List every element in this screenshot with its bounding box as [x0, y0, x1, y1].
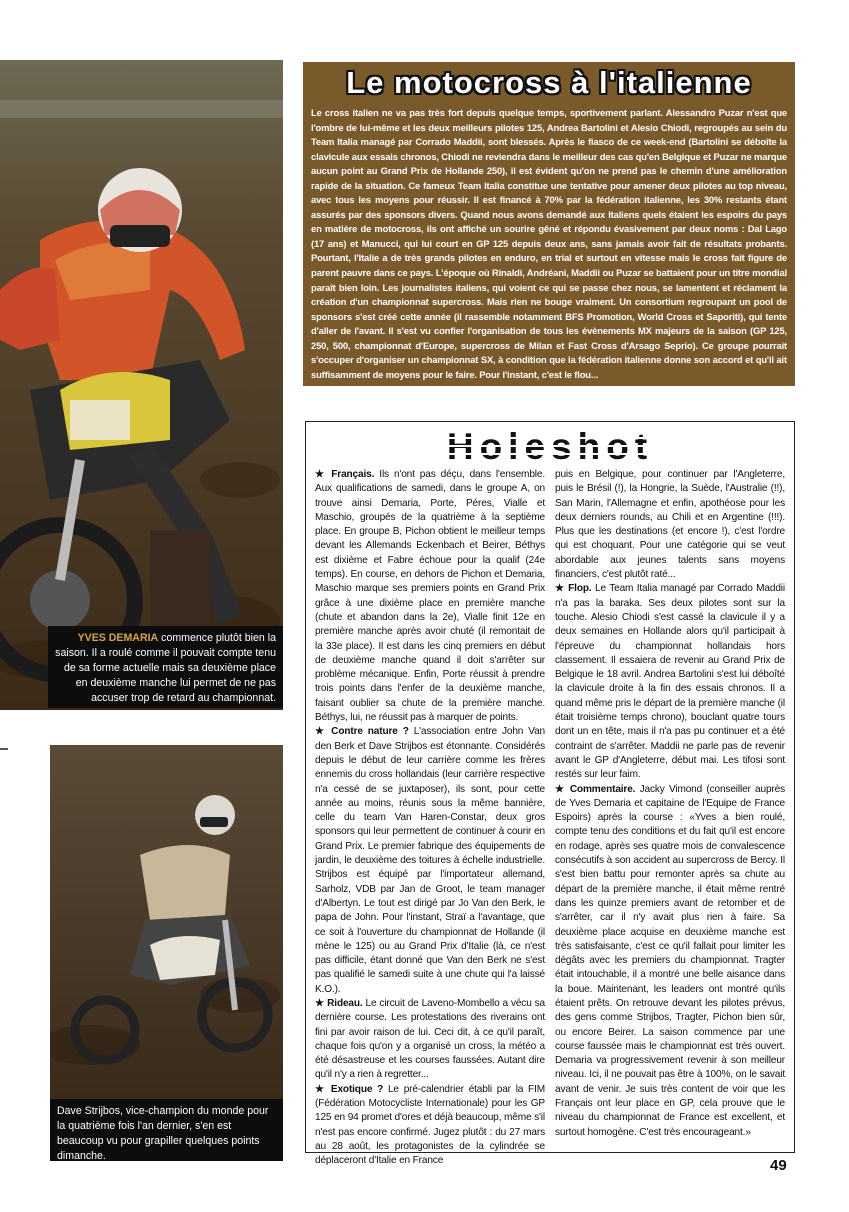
item-lead: ★ Français. — [315, 469, 375, 480]
caption-text: Dave Strijbos, vice-champion du monde pour la quatrième fois l'an dernier, s'en est beaucoup vu pour grapiller quelques points dimanche. — [57, 1105, 269, 1162]
page-number: 49 — [770, 1157, 787, 1174]
caption-yves-demaria — [48, 626, 283, 708]
italy-box-title: Le motocross à l'italienne — [346, 65, 752, 100]
item-text: L'association entre John Van den Berk et Dave Strijbos est étonnante. Considérés depuis le début de leur carrière comme les frères ennemis du cross hollandais (leur carrière respective n'a cessé de se juxtaposer), ils sont, pour cette année au moins, réunis sous la même bannière, celle du team Van Haren-Constar, deux gros sponsors qui leur permettent de continuer à courir en Grand Prix. Le premier fabrique des équipements de jardin, le deuxième des toitures à échelle industrielle. Strijbos est équipé par l'importateur allemand, Sarholz, VDB par Jan de Groot, le team manager d'Albertyn. Le tout est dirigé par Jo Van den Berk, le papa de John. Pour l'instant, Straï a l'avantage, que ce soit à l'ouverture du championnat de Hollande (il mène le 125) ou au Grand Prix d'Italie (là, ce n'est pas difficile, étant donné que Van den Berk ne s'est pas qualifié le samedi suite à une chute qui l'a laissé K.O.). — [315, 726, 545, 995]
caption-dave-strijbos — [50, 1099, 283, 1161]
holeshot-item — [315, 997, 545, 1083]
italy-box-text: Le cross italien ne va pas très fort depuis quelque temps, sportivement parlant. Alessandro Puzar n'est que l'ombre de lui-même et les deux meilleurs pilotes 125, Andrea Bartolini et Alesio Chiodi, regroupés au sein du Team Italia managé par Corrado Maddii, sont blessés. Après le fiasco de ce week-end (Bartolini se déboîte la clavicule aux essais chronos, Chiodi ne reviendra dans le meilleur des cas qu'en Belgique et Puzar ne marque aucun point au Grand Prix de Hollande 250), il est évident qu'on ne prend pas le chemin d'une amélioration rapide de la situation. Ce fameux Team Italia constitue une tentative pour amener deux pilotes au top niveau, avec tous les moyens pour réussir. Il est financé à 70% par la fédération italienne, les 30% restants étant assurés par des sponsors divers. Quand nous avons demandé aux Italiens quels étaient les espoirs du pays en matière de motocross, ils ont affiché un sourire gêné et répondu évasivement par deux noms : Dal Lago (17 ans) et Manucci, qui lui court en GP 125 depuis deux ans, sans jamais avoir fait de résultats probants. Pourtant, l'Italie a de très grands pilotes en enduro, en trial et surtout en vitesse mais le cross fait figure de parent pauvre dans ce pays. L'époque où Rinaldi, Andréani, Maddii ou Puzar se battaient pour un titre mondial paraît bien loin. Les journalistes italiens, qui voient ce qui se passe chez nous, se lamentent et réclament la création d'un championnat supercross. Mais rien ne bouge vraiment. Un consortium regroupant un pool de sponsors s'est créé cette année (il rassemble notamment BFS Promotion, World Cross et Saporiti), qui tente d'aller de l'avant. Il s'est vu confier l'organisation de tous les évènements MX majeurs de la saison (GP 125, 250, 500, championnat d'Europe, supercross de Milan et Fast Cross d'Arsago Seprio). Ce groupe pourrait s'occuper d'organiser un championnat SX, à condition que la fédération italienne donne son accord et qu'il ait suffisamment de moyens pour le faire. Pour l'instant, c'est le flou... — [311, 107, 787, 380]
item-text: Le pré-calendrier établi par la FIM (Fédération Motocycliste Internationale) pour les GP 125 en 94 promet d'ores et déjà beaucoup, même s'il n'est pas encore confirmé. Jugez plutôt : du 27 mars au 28 août, les protagonistes de la cylindrée se déplaceront d'Italie en France — [315, 1083, 545, 1167]
holeshot-title-text: Holeshot — [446, 428, 654, 464]
item-lead: ★ Exotique ? — [315, 1083, 384, 1095]
item-text: Le circuit de Laveno-Mombello a vécu sa dernière course. Les protestations des riverains ont fini par avoir raison de lui. Ceci dit, à ce qu'il paraît, chaque fois qu'on y a organisé un cross, la météo a été désastreuse et les courses faussées. Autant dire qu'il n'y a rien à regretter... — [315, 997, 545, 1081]
item-text: Le Team Italia managé par Corrado Maddii n'a pas la baraka. Ses deux pilotes sont sur la touche. Alesio Chiodi s'est cassé la clavicule il y a deux semaines en Hollande alors qu'il participait à l'épreuve du championnat hollandais hors classement. Il essaiera de revenir au Grand Prix de Belgique le 18 avril. Andrea Bartolini s'est lui déboîté la clavicule droite à la fin des essais chronos. Il a quand même pris le départ de la première manche (il était troisième temps chrono), bouclant quatre tours dont un en tête, mais il n'a pas pu continuer et a été contraint de s'arrêter. Maddii ne parle pas de revenir avant le GP d'Angleterre, début mai. Les tifosi sont restés sur leur faim. — [555, 583, 785, 781]
caption-rider-name: YVES DEMARIA — [77, 632, 159, 644]
sidebar-italian-motocross — [303, 62, 795, 386]
holeshot-item — [555, 783, 785, 1140]
holeshot-left-column — [315, 468, 545, 1169]
item-lead: ★ Flop. — [555, 583, 592, 595]
holeshot-columns — [315, 468, 785, 1169]
item-text: Jacky Vimond (conseiller auprès de Yves Demaria et capitaine de l'Equipe de France Espoirs) après la course : «Yves a bien roulé, compte tenu des conditions et du fait qu'il est encore en rodage, après ses quatre mois de convalescence consécutifs à son accident au supercross de Bercy. Il s'est bien battu pour remonter après sa chute au départ de la première manche, il était même rentré dans les quinze premiers avant de retomber et de s'arrêter, car il n'y avait plus rien à faire. Sa deuxième place acquise en deuxième manche est très satisfaisante, c'est ce qu'il fallait pour limiter les dégâts avec les premiers du championnat. Tragter était intouchable, il a montré une belle aisance dans la boue. Maintenant, les leaders ont montré qu'ils étaient prêts. On retrouve devant les pilotes prévus, des gens comme Strijbos, Tragter, Pichon bien sûr, ou encore Beirer. La saison commence par une course faussée mais le championnat est très ouvert. Demaria va progressivement revenir à son meilleur niveau. Ici, il ne pouvait pas être à 100%, on le savait avant de venir. Je suis très content de voir que les Français ont leur place en GP, cela prouve que le niveau du championnat de France est excellent, et surtout homogène. C'est très encourageant.» — [555, 783, 785, 1138]
photo-yves-demaria — [0, 60, 283, 710]
caption-text: commence plutôt bien la saison. Il a roulé comme il pouvait compte tenu de sa forme actuelle mais sa deuxième place en deuxième manche lui permet de ne pas accuser trop de retard au championnat. — [55, 632, 276, 704]
photo-dave-strijbos — [50, 745, 283, 1100]
holeshot-item — [315, 725, 545, 997]
holeshot-right-column — [555, 468, 785, 1169]
page-mark — [0, 748, 8, 750]
holeshot-item — [555, 468, 785, 582]
holeshot-item — [315, 468, 545, 725]
item-lead: ★ Contre nature ? — [315, 726, 409, 738]
holeshot-item — [555, 582, 785, 782]
item-text: Ils n'ont pas déçu, dans l'ensemble. Aux qualifications de samedi, dans le groupe A, on trouve ainsi Demaria, Porte, Péres, Vialle et Maschio, groupés de la quatrième à la septième place. En groupe B, Pichon obtient le meilleur temps devant les Allemands Eckenbach et Beirer, Béthys est dixième et Fabre échoue pour la qualif (24e temps). En course, en dehors de Pichon et Demaria, Maschio marque ses premiers points en Grand Prix grâce à une dixième place en première manche (chute et abandon dans la 2e), Vialle finit 12e en première manche après avoir chuté (il remontait de la 33e place). Il est dans les cinq premiers en début de deuxième manche quand il doit s'arrêter sur problème mécanique. Enfin, Porte réussit à prendre trois points dans l'enfer de la deuxième manche, faisant oublier sa chute de la première manche. Béthys, lui, ne réussit pas à marquer de points. — [315, 469, 545, 724]
holeshot-item — [315, 1083, 545, 1169]
item-lead: ★ Commentaire. — [555, 783, 636, 795]
item-text: puis en Belgique, pour continuer par l'Angleterre, puis le Brésil (!), la Hongrie, la Suède, l'Australie (!!), San Marin, l'Allemagne et enfin, apothéose pour les deux derniers rounds, au Chili et en Argentine (!!!). Plus que les destinations (et encore !), c'est l'ordre qui est choquant. Pour une catégorie qui se veut abordable aux jeunes talents sans moyens financiers, c'est plutôt raté... — [555, 469, 785, 581]
holeshot-title — [315, 428, 785, 464]
holeshot-title-graphic — [315, 428, 785, 464]
item-lead: ★ Rideau. — [315, 997, 363, 1009]
